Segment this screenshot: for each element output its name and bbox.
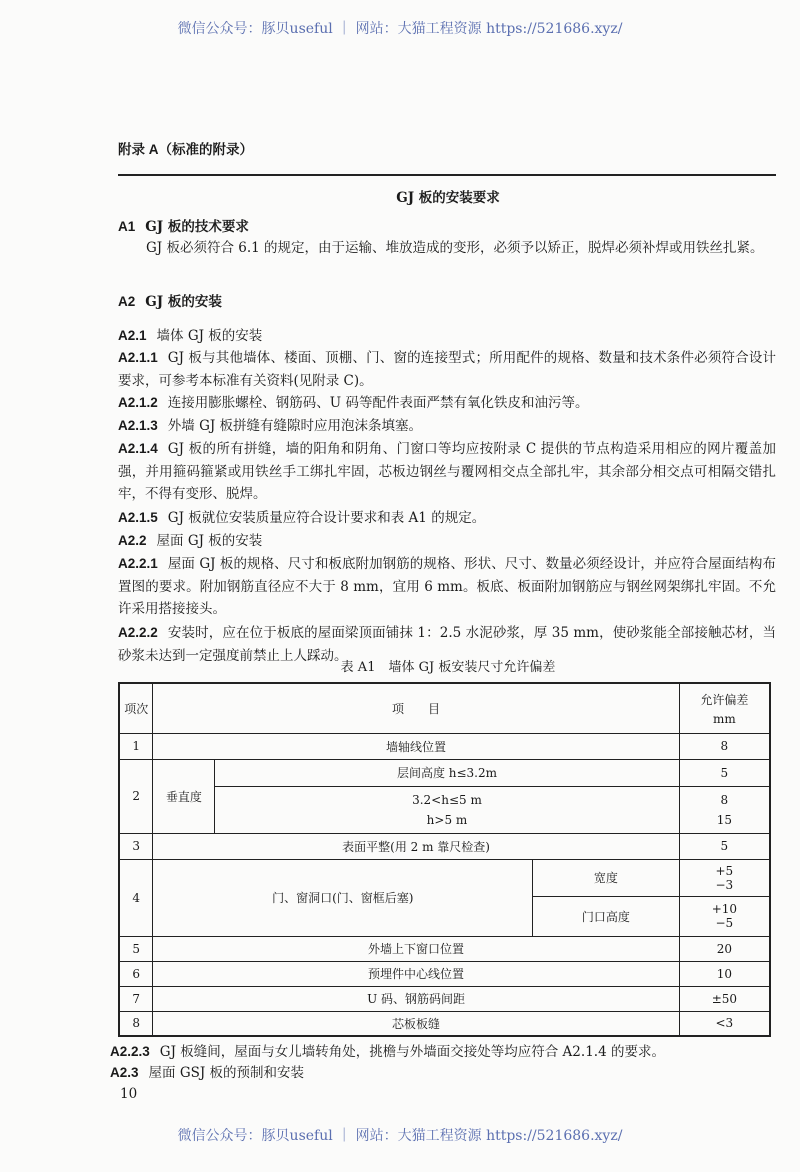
tolerance-table	[118, 682, 771, 1037]
section-a2-3: A2.3 屋面 GSJ 板的预制和安装	[110, 1065, 305, 1081]
section-a2-1-4: A2.1.4 GJ 板的所有拼缝，墙的阳角和阴角、门窗口等均应按附录 C 提供的节点构造采用相应的网片覆盖加强，并用箍码箍紧或用铁丝手工绑扎牢固，芯板边钢丝与覆网相交点全部扎牢，其余部分相交点可相隔交错扎牢，不得有变形、脱焊。	[118, 441, 776, 503]
section-a2-2-2: A2.2.2 安装时，应在位于板底的屋面梁顶面铺抹 1：2.5 水泥砂浆，厚 35 mm，使砂浆能全部接触芯材，当砂浆未达到一定强度前禁止上人踩动。	[118, 625, 776, 664]
table-caption: 表 A1 墙体 GJ 板安装尺寸允许偏差	[340, 660, 556, 675]
section-a2-1-5: A2.1.5 GJ 板就位安装质量应符合设计要求和表 A1 的规定。	[118, 510, 486, 526]
page-title: GJ 板的安装要求	[396, 190, 500, 206]
section-a1-body: GJ 板必须符合 6.1 的规定，由于运输、堆放造成的变形，必须予以矫正，脱焊必须补焊或用铁丝扎紧。	[146, 240, 764, 256]
page-number: 10	[120, 1086, 138, 1102]
section-a2-1-1: A2.1.1 GJ 板与其他墙体、楼面、顶棚、门、窗的连接型式；所用配件的规格、数量和技术条件必须符合设计要求，可参考本标准有关资料(见附录 C)。	[118, 350, 776, 389]
watermark-top: 微信公众号：豚贝useful ｜ 网站：大猫工程资源 https://521686.xyz/	[177, 21, 623, 37]
table-row: 5 外墙上下窗口位置 20	[119, 936, 770, 961]
table-header-row	[119, 683, 770, 733]
header-no: 项次	[119, 683, 153, 733]
table-row: 2 垂直度 层间高度 h≤3.2m 5	[119, 759, 770, 786]
section-a2-1-3: A2.1.3 外墙 GJ 板拼缝有缝隙时应用泡沫条填塞。	[118, 418, 423, 434]
table-row: 4 门、窗洞口(门、窗框后塞) 宽度 +5 −3	[119, 859, 770, 896]
header-tolerance: 允许偏差 mm	[679, 683, 770, 733]
section-a2: A2 GJ 板的安装	[118, 294, 222, 310]
table-row: 3.2<h≤5 m h>5 m 8 15	[119, 786, 770, 833]
section-a2-1: A2.1 墙体 GJ 板的安装	[118, 328, 263, 344]
header-item: 项 目	[153, 683, 679, 733]
appendix-heading: 附录 A（标准的附录）	[118, 142, 253, 157]
section-a2-1-2: A2.1.2 连接用膨胀螺栓、钢筋码、U 码等配件表面严禁有氧化铁皮和油污等。	[118, 395, 589, 411]
section-a2-2: A2.2 屋面 GJ 板的安装	[118, 533, 263, 549]
section-a1: A1 GJ 板的技术要求	[118, 219, 249, 235]
table-row: 门口高度 +10 −5	[119, 896, 770, 936]
table-row: 8 芯板板缝 <3	[119, 1011, 770, 1036]
section-a2-2-3: A2.2.3 GJ 板缝间，屋面与女儿墙转角处，挑檐与外墙面交接处等均应符合 A2.1.4 的要求。	[110, 1044, 665, 1060]
watermark-bottom: 微信公众号：豚贝useful ｜ 网站：大猫工程资源 https://521686.xyz/	[177, 1128, 623, 1144]
table-row: 6 预埋件中心线位置 10	[119, 961, 770, 986]
divider	[118, 174, 776, 176]
table-row: 7 U 码、钢筋码间距 ±50	[119, 986, 770, 1011]
table-row: 3 表面平整(用 2 m 靠尺检查) 5	[119, 833, 770, 859]
section-a2-2-1: A2.2.1 屋面 GJ 板的规格、尺寸和板底附加钢筋的规格、形状、尺寸、数量必须经设计，并应符合屋面结构布置图的要求。附加钢筋直径应不大于 8 mm，宜用 6 mm。板底、板面附加钢筋应与钢丝网架绑扎牢固。不允许采用搭接接头。	[118, 556, 776, 618]
table-row: 1 墙轴线位置 8	[119, 733, 770, 759]
